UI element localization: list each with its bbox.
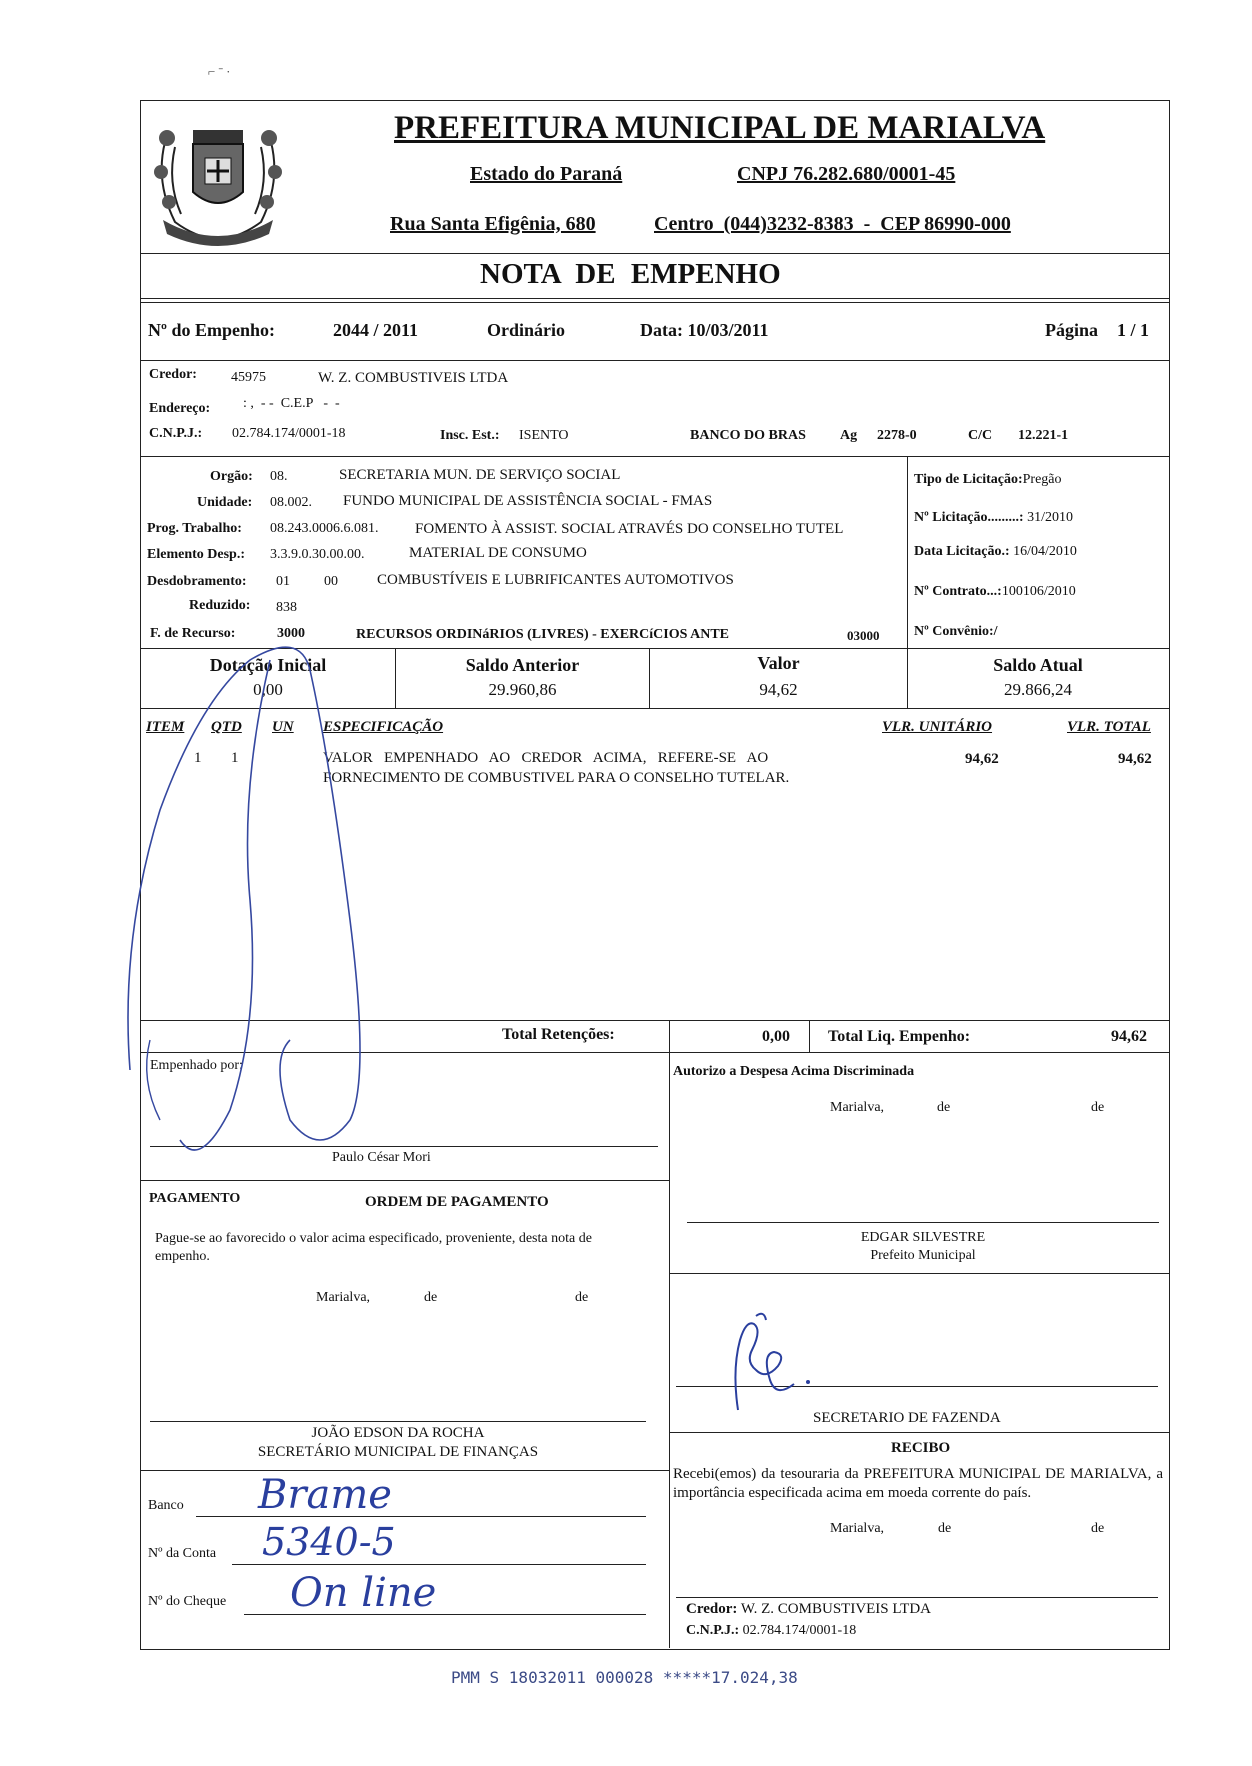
total-retencoes-label: Total Retenções: — [502, 1026, 615, 1043]
cheque-label: Nº do Cheque — [148, 1594, 227, 1609]
empenho-number-label: Nº do Empenho: — [148, 320, 275, 340]
pagamento-place: Marialva, — [316, 1290, 371, 1305]
numero-contrato: Nº Contrato...:100106/2010 — [914, 584, 1076, 599]
row-qtd: 1 — [231, 750, 239, 766]
recibo-title: RECIBO — [891, 1440, 951, 1456]
agency-value: 2278-0 — [877, 428, 917, 443]
cnpj-value: 02.784.174/0001-18 — [232, 426, 346, 441]
footer-stamp: PMM S 18032011 000028 *****17.024,38 — [451, 1668, 798, 1687]
header-address: Rua Santa Efigênia, 680 — [390, 213, 596, 235]
autorizo-de2: de — [1091, 1100, 1105, 1115]
total-liquido-value: 94,62 — [1111, 1028, 1147, 1045]
empenhado-label: Empenhado por: — [150, 1058, 243, 1073]
saldo-anterior-label: Saldo Anterior — [465, 655, 580, 675]
numero-convenio: Nº Convênio:/ — [914, 624, 998, 639]
total-liquido-label: Total Liq. Empenho: — [828, 1028, 971, 1045]
col-qtd: QTD — [211, 719, 242, 735]
elem-desc: MATERIAL DE CONSUMO — [409, 545, 587, 561]
total-retencoes-value: 0,00 — [762, 1028, 790, 1045]
row-espec-line1: VALOR EMPENHADO AO CREDOR ACIMA, REFERE-SE AO — [323, 750, 769, 766]
banco-label: Banco — [148, 1498, 184, 1513]
banco-handwritten: Brame — [258, 1472, 392, 1518]
row-item: 1 — [194, 750, 202, 766]
account-value: 12.221-1 — [1018, 428, 1069, 443]
orgao-desc: SECRETARIA MUN. DE SERVIÇO SOCIAL — [339, 467, 621, 483]
unidade-desc: FUNDO MUNICIPAL DE ASSISTÊNCIA SOCIAL - FMAS — [343, 493, 713, 509]
desd-desc: COMBUSTÍVEIS E LUBRIFICANTES AUTOMOTIVOS — [377, 572, 734, 588]
credor-name: W. Z. COMBUSTIVEIS LTDA — [318, 370, 509, 386]
financas-role: SECRETÁRIO MUNICIPAL DE FINANÇAS — [257, 1444, 539, 1460]
cheque-handwritten: On line — [290, 1570, 437, 1616]
credor-label: Credor: — [149, 367, 197, 382]
prefeito-role: Prefeito Municipal — [870, 1248, 976, 1263]
insc-value: ISENTO — [519, 428, 569, 443]
row-valor-total: 94,62 — [1118, 751, 1152, 767]
saldo-atual-label: Saldo Atual — [993, 655, 1083, 675]
autorizo-de1: de — [937, 1100, 951, 1115]
agency-label: Ag — [840, 428, 858, 443]
insc-label: Insc. Est.: — [440, 428, 500, 443]
unidade-label: Unidade: — [197, 495, 253, 510]
empenho-date: Data: 10/03/2011 — [640, 320, 769, 340]
recibo-place: Marialva, — [830, 1521, 885, 1536]
autorizo-place: Marialva, — [830, 1100, 885, 1115]
elem-code: 3.3.9.0.30.00.00. — [270, 547, 365, 562]
dotacao-value: 0,00 — [253, 680, 283, 699]
elem-label: Elemento Desp.: — [147, 547, 245, 562]
empenho-number: 2044 / 2011 — [333, 320, 419, 340]
recibo-credor: Credor: W. Z. COMBUSTIVEIS LTDA — [686, 1601, 932, 1617]
endereco-label: Endereço: — [149, 401, 211, 416]
orgao-label: Orgão: — [210, 469, 253, 484]
numero-licitacao: Nº Licitação.........: 31/2010 — [914, 510, 1073, 525]
pagamento-text: Pague-se ao favorecido o valor acima especificado, proveniente, desta nota de empenho. — [155, 1231, 592, 1264]
desd-code1: 01 — [276, 574, 290, 589]
tipo-licitacao: Tipo de Licitação:Pregão — [914, 472, 1062, 487]
prog-desc: FOMENTO À ASSIST. SOCIAL ATRAVÉS DO CONSELHO TUTEL — [415, 521, 844, 537]
cnpj-label: C.N.P.J.: — [149, 426, 203, 441]
page-label: Página — [1045, 320, 1099, 340]
header-state: Estado do Paraná — [470, 163, 623, 185]
reduzido-label: Reduzido: — [189, 598, 251, 613]
account-label: C/C — [968, 428, 993, 443]
conta-handwritten: 5340-5 — [262, 1520, 396, 1564]
page-number: 1 / 1 — [1117, 320, 1150, 340]
empenho-type: Ordinário — [487, 320, 566, 340]
recurso-desc: RECURSOS ORDINáRIOS (LIVRES) - EXERCíCIOS ANTE — [356, 627, 730, 642]
credor-code: 45975 — [231, 370, 266, 385]
document-title: NOTA DE EMPENHO — [480, 258, 781, 290]
dotacao-label: Dotação Inicial — [209, 655, 327, 675]
recibo-text: Recebi(emos) da tesouraria da PREFEITURA MUNICIPAL DE MARIALVA, a importância especificada acima em moeda corrente do país. — [673, 1466, 1163, 1501]
pagamento-de1: de — [424, 1290, 438, 1305]
signature-scribble — [120, 640, 460, 1180]
desd-label: Desdobramento: — [147, 574, 247, 589]
scan-marks: ⌐ ˉ · — [208, 64, 231, 79]
orgao-code: 08. — [270, 469, 288, 484]
recurso-label: F. de Recurso: — [150, 626, 236, 641]
prefeito-name: EDGAR SILVESTRE — [860, 1230, 986, 1245]
reduzido-value: 838 — [276, 600, 297, 615]
row-valor-unitario: 94,62 — [965, 751, 999, 767]
col-valor-total: VLR. TOTAL — [1067, 719, 1151, 735]
data-licitacao: Data Licitação.: 16/04/2010 — [914, 544, 1077, 559]
header-cnpj: CNPJ 76.282.680/0001-45 — [737, 163, 956, 185]
recibo-de1: de — [938, 1521, 952, 1536]
row-espec-line2: FORNECIMENTO DE COMBUSTIVEL PARA O CONSELHO TUTELAR. — [323, 770, 790, 786]
recurso-code2: 03000 — [847, 628, 880, 643]
recibo-cnpj: C.N.P.J.: 02.784.174/0001-18 — [686, 1623, 857, 1638]
financas-name: JOÃO EDSON DA ROCHA — [311, 1425, 485, 1441]
saldo-anterior-value: 29.960,86 — [488, 680, 557, 699]
bank-name: BANCO DO BRAS — [690, 428, 806, 443]
pagamento-label: PAGAMENTO — [149, 1191, 241, 1206]
municipal-coat-of-arms — [145, 102, 291, 252]
prog-code: 08.243.0006.6.081. — [270, 521, 379, 536]
ordem-pagamento-label: ORDEM DE PAGAMENTO — [365, 1194, 549, 1210]
desd-code2: 00 — [324, 574, 338, 589]
fazenda-signature — [726, 1310, 816, 1420]
fazenda-role: SECRETARIO DE FAZENDA — [813, 1410, 1001, 1426]
valor-label: Valor — [757, 653, 800, 673]
saldo-atual-value: 29.866,24 — [1004, 680, 1072, 699]
recibo-de2: de — [1091, 1521, 1105, 1536]
endereco-value: : , - - C.E.P - - — [243, 396, 340, 411]
col-valor-unitario: VLR. UNITÁRIO — [882, 719, 993, 735]
empenhado-name: Paulo César Mori — [332, 1150, 431, 1165]
recurso-code: 3000 — [277, 626, 305, 641]
unidade-code: 08.002. — [270, 495, 312, 510]
header-title: PREFEITURA MUNICIPAL DE MARIALVA — [394, 110, 1046, 146]
prog-label: Prog. Trabalho: — [147, 521, 242, 536]
autorizo-label: Autorizo a Despesa Acima Discriminada — [673, 1064, 915, 1079]
valor-value: 94,62 — [759, 680, 798, 699]
col-un: UN — [272, 719, 294, 735]
header-district-phone: Centro (044)3232-8383 - CEP 86990-000 — [654, 213, 1011, 235]
pagamento-de2: de — [575, 1290, 589, 1305]
col-especificacao: ESPECIFICAÇÃO — [323, 719, 444, 735]
col-item: ITEM — [146, 719, 185, 735]
conta-label: Nº da Conta — [148, 1546, 217, 1561]
